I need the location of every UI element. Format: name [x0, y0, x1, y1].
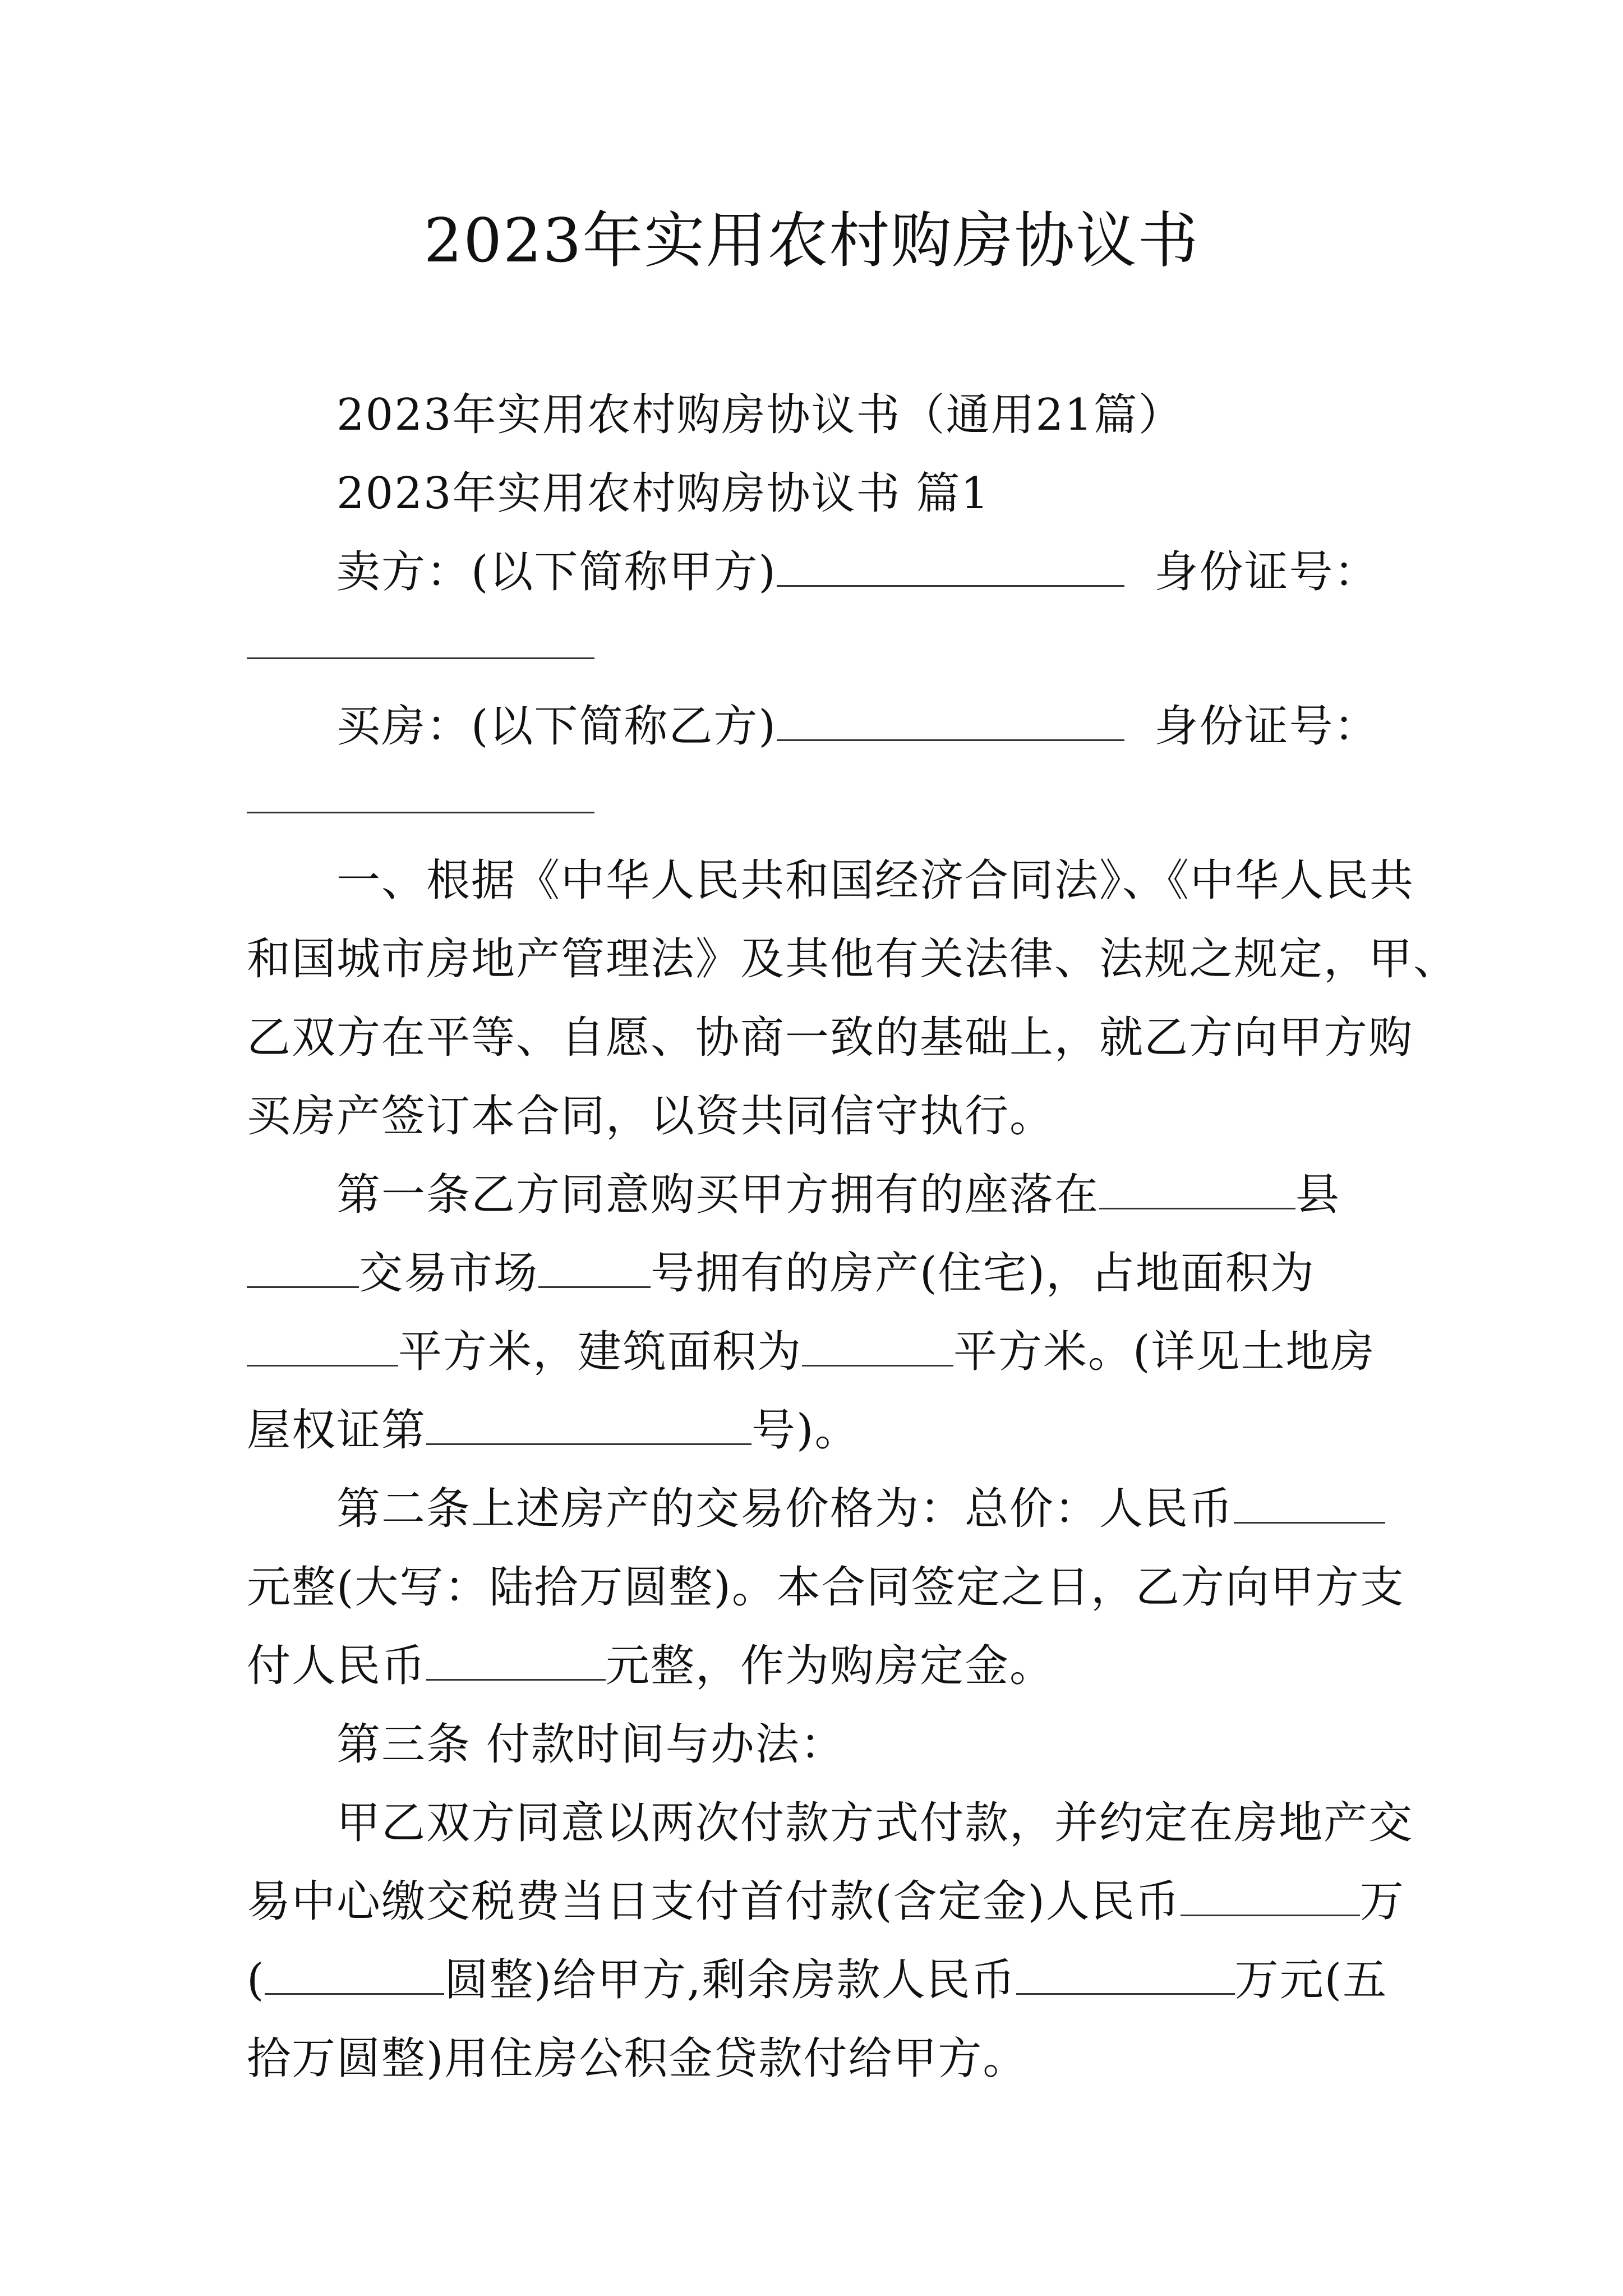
- buyer-id-blank[interactable]: [247, 809, 594, 813]
- art1-line-4: [247, 1402, 859, 1458]
- art2-text-3b: 元整，作为购房定金。: [606, 1641, 1055, 1691]
- art1-line-3: [247, 1324, 1375, 1380]
- para1-line-4: 买房产签订本合同，以资共同信守执行。: [247, 1091, 1055, 1142]
- art1-text-1b: 县: [1295, 1170, 1341, 1220]
- art1-text-3a: 平方米，建筑面积为: [398, 1327, 803, 1377]
- document-subtitle: 2023年实用农村购房协议书（通用21篇）: [336, 390, 1183, 440]
- art3-line-2: [247, 1874, 1405, 1930]
- down-payment-blank[interactable]: [1181, 1875, 1360, 1916]
- buyer-label: 买房：(以下简称乙方): [336, 701, 777, 752]
- total-price-blank[interactable]: [1234, 1483, 1385, 1524]
- para1-line-3: 乙双方在平等、自愿、协商一致的基础上，就乙方向甲方购: [247, 1013, 1414, 1063]
- buyer-name-blank[interactable]: [777, 700, 1124, 741]
- art1-text-1a: 第一条乙方同意购买甲方拥有的座落在: [336, 1170, 1100, 1220]
- seller-name-blank[interactable]: [777, 546, 1124, 587]
- art3-heading: 第三条 付款时间与办法：: [336, 1719, 845, 1770]
- deposit-blank[interactable]: [426, 1640, 606, 1681]
- seller-line: [336, 544, 1378, 600]
- certificate-number-blank[interactable]: [426, 1404, 751, 1445]
- art2-text-1: 第二条上述房产的交易价格为：总价：人民币: [336, 1484, 1234, 1534]
- art3-text-2a: 易中心缴交税费当日支付首付款(含定金)人民币: [247, 1876, 1181, 1927]
- art1-text-4b: 号)。: [751, 1405, 860, 1456]
- remaining-payment-blank[interactable]: [1016, 1954, 1235, 1995]
- art1-text-2b: 号拥有的房产(住宅)，占地面积为: [651, 1248, 1315, 1299]
- art2-line-1: [336, 1481, 1385, 1537]
- section-heading: 2023年实用农村购房协议书 篇1: [336, 468, 990, 519]
- para1-line-1: 一、根据《中华人民共和国经济合同法》、《中华人民共: [336, 855, 1415, 906]
- art1-text-3b: 平方米。(详见土地房: [953, 1327, 1376, 1377]
- buyer-line: [336, 698, 1378, 754]
- art3-text-3a: (: [247, 1955, 265, 2005]
- buyer-id-label: 身份证号：: [1154, 701, 1379, 752]
- art2-line-3: [247, 1638, 1054, 1694]
- art3-text-2b: 万: [1359, 1876, 1405, 1927]
- art3-line-3: [247, 1952, 1387, 2008]
- building-area-blank[interactable]: [802, 1326, 953, 1366]
- seller-label: 卖方：(以下简称甲方): [336, 547, 777, 597]
- art1-text-2a: 交易市场: [359, 1248, 539, 1299]
- art2-line-2: 元整(大写：陆拾万圆整)。本合同签定之日，乙方向甲方支: [247, 1562, 1405, 1613]
- down-payment-words-blank[interactable]: [265, 1954, 444, 1995]
- art2-text-3a: 付人民币: [247, 1641, 427, 1691]
- seller-id-blank[interactable]: [247, 655, 594, 659]
- para1-line-2: 和国城市房地产管理法》及其他有关法律、法规之规定，甲、: [247, 934, 1459, 984]
- art1-text-4a: 屋权证第: [247, 1405, 427, 1456]
- county-blank[interactable]: [1099, 1168, 1295, 1209]
- market-blank[interactable]: [247, 1247, 359, 1288]
- seller-id-label: 身份证号：: [1154, 547, 1379, 597]
- land-area-blank[interactable]: [247, 1326, 398, 1366]
- art3-text-3c: 万元(五: [1234, 1955, 1388, 2005]
- art3-line-4: 拾万圆整)用住房公积金贷款付给甲方。: [247, 2033, 1028, 2084]
- document-title: 2023年实用农村购房协议书: [423, 206, 1200, 276]
- art1-line-1: [336, 1167, 1340, 1223]
- number-blank[interactable]: [538, 1247, 651, 1288]
- art3-line-1: 甲乙双方同意以两次付款方式付款，并约定在房地产交: [336, 1798, 1414, 1848]
- art1-line-2: [247, 1245, 1315, 1301]
- art3-text-3b: 圆整)给甲方,剩余房款人民币: [444, 1955, 1016, 2005]
